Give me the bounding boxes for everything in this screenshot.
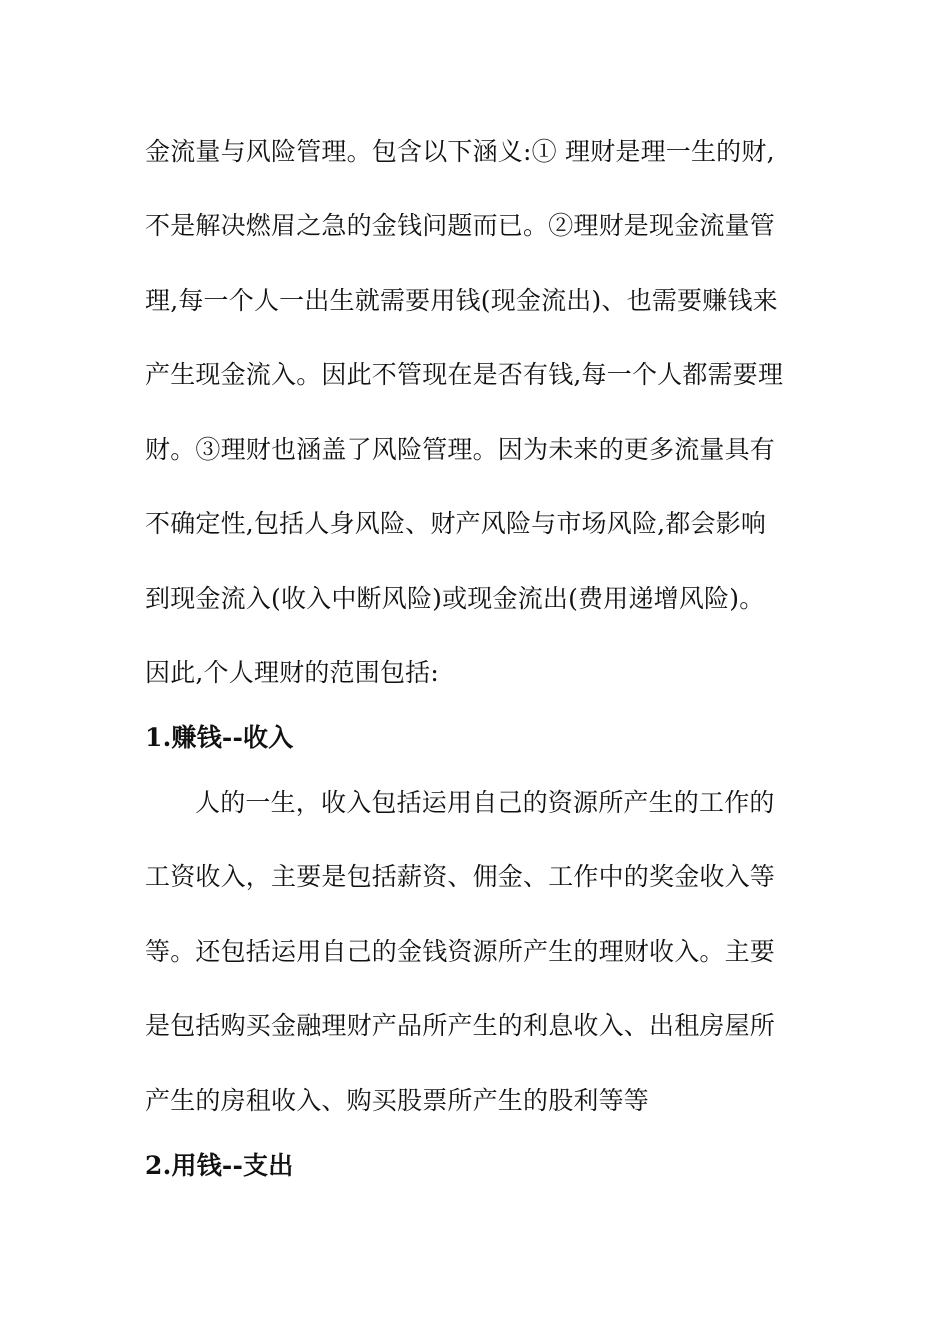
paragraph-line: 理,每一个人一出生就需要用钱(现金流出)、也需要赚钱来 xyxy=(145,286,778,315)
paragraph-line: 等。还包括运用自己的金钱资源所产生的理财收入。主要 xyxy=(145,937,776,966)
paragraph-line: 因此,个人理财的范围包括: xyxy=(145,658,439,687)
paragraph-line: 人的一生，收入包括运用自己的资源所产生的工作的 xyxy=(195,788,775,817)
paragraph-line: 不是解决燃眉之急的金钱问题而已。②理财是现金流量管 xyxy=(145,211,776,240)
paragraph-line: 是包括购买金融理财产品所产生的利息收入、出租房屋所 xyxy=(145,1011,776,1040)
paragraph-line: 到现金流入(收入中断风险)或现金流出(费用递增风险)。 xyxy=(145,584,765,613)
paragraph-line: 产生的房租收入、购买股票所产生的股利等等 xyxy=(145,1086,650,1115)
paragraph-line: 产生现金流入。因此不管现在是否有钱,每一个人都需要理 xyxy=(145,360,784,389)
paragraph-line: 金流量与风险管理。包含以下涵义:① 理财是理一生的财, xyxy=(145,137,775,166)
paragraph-line: 财。③理财也涵盖了风险管理。因为未来的更多流量具有 xyxy=(145,435,776,464)
paragraph-line: 不确定性,包括人身风险、财产风险与市场风险,都会影响 xyxy=(145,509,767,538)
paragraph-line: 工资收入，主要是包括薪资、佣金、工作中的奖金收入等 xyxy=(145,862,776,891)
section-heading-income: 1.赚钱--收入 xyxy=(145,723,294,752)
section-heading-expense: 2.用钱--支出 xyxy=(145,1151,294,1180)
